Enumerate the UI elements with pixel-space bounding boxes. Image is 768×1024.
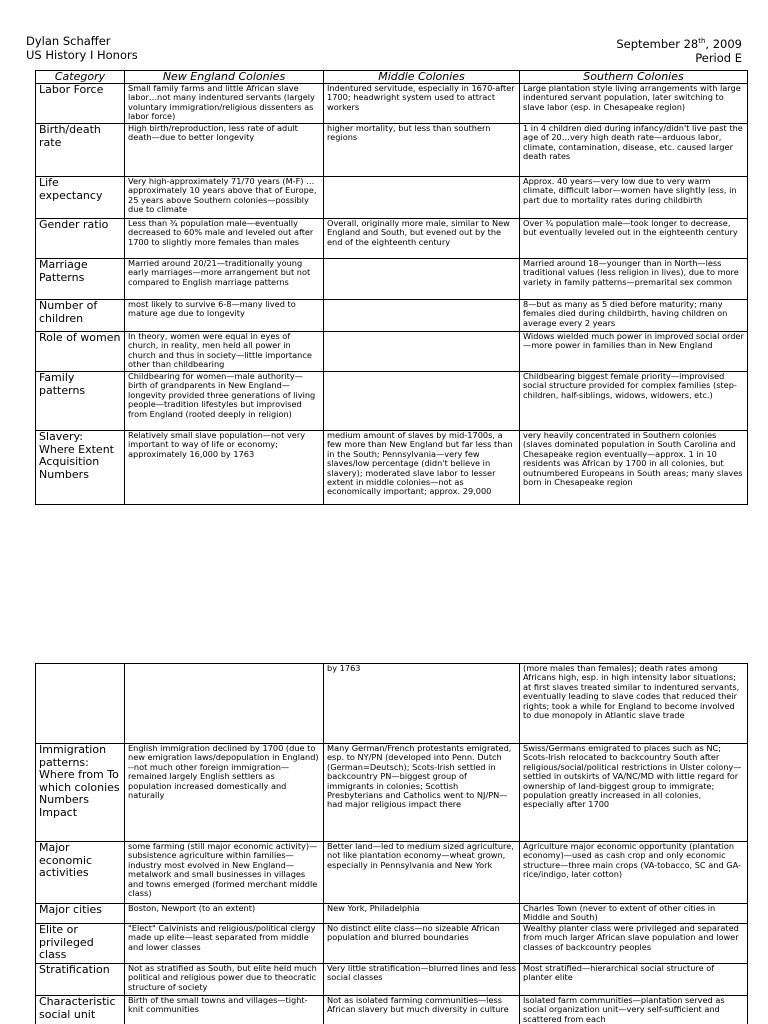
row-category: Number of children xyxy=(36,300,125,332)
table-row xyxy=(36,664,748,744)
cell-middle xyxy=(324,372,520,431)
cell-new-england: Very high-approximately 71/70 years (M-F) …approximately 10 years above that of Europe, 25 years above Southern colonies—possibly due to climate xyxy=(125,177,324,219)
cell-southern: Widows wielded much power in improved social order—more power in families than in New England xyxy=(520,332,748,372)
cell-new-england: In theory, women were equal in eyes of church, in reality, men held all power in church and thus in society—little importance other than childbearing xyxy=(125,332,324,372)
cell-new-england: High birth/reproduction, less rate of adult death—due to better longevity xyxy=(125,124,324,177)
cell-new-england: Childbearing for women—male authority—birth of grandparents in New England—longevity provided three generations of living people—tradition lifestyles but improvised from England (rooted deeply in religion) xyxy=(125,372,324,431)
cell-middle xyxy=(324,259,520,300)
cell-new-england: Small family farms and little African slave labor…not many indentured servants (largely voluntary immigration/religious dissenters as labor force) xyxy=(125,84,324,124)
cell-southern: (more males than females); death rates among Africans high, esp. in high intensity labor situations; at first slaves treated similar to indentured servants, eventually leading to slave codes that reduced their rights; took a while for England to become involved to due monopoly in Atlantic slave trade xyxy=(520,664,748,744)
date-year: , 2009 xyxy=(705,36,742,51)
header-new-england: New England Colonies xyxy=(125,71,324,84)
table-row xyxy=(36,84,748,124)
cell-southern: Approx. 40 years—very low due to very warm climate, difficult labor—women have slightly less, in part due to mortality rates during childbirth xyxy=(520,177,748,219)
cell-new-england xyxy=(125,664,324,744)
cell-southern: Over ¾ population male—took longer to decrease, but eventually leveled out in the eighteenth century xyxy=(520,219,748,259)
cell-southern: Childbearing biggest female priority—improvised social structure provided for complex families (step-children, half-siblings, widows, widowers, etc.) xyxy=(520,372,748,431)
header-southern: Southern Colonies xyxy=(520,71,748,84)
header-right xyxy=(616,34,742,65)
row-category: Birth/death rate xyxy=(36,124,125,177)
row-category: Labor Force xyxy=(36,84,125,124)
cell-middle: higher mortality, but less than southern regions xyxy=(324,124,520,177)
table-row xyxy=(36,431,748,505)
header-category: Category xyxy=(36,71,125,84)
table-row xyxy=(36,964,748,996)
cell-middle: New York, Philadelphia xyxy=(324,904,520,924)
cell-southern: Most stratified—hierarchical social structure of planter elite xyxy=(520,964,748,996)
row-category: Family patterns xyxy=(36,372,125,431)
date-prefix: September 28 xyxy=(616,36,699,51)
cell-middle xyxy=(324,177,520,219)
student-name: Dylan Schaffer xyxy=(26,34,111,48)
table-row xyxy=(36,842,748,904)
cell-new-england: Not as stratified as South, but elite held much political and religious power due to theocratic structure of society xyxy=(125,964,324,996)
cell-new-england: English immigration declined by 1700 (due to new emigration laws/depopulation in England) --not much other foreign immigration—remained largely English settlers as population increased domestically and naturally xyxy=(125,744,324,842)
table-row xyxy=(36,332,748,372)
cell-middle: Overall, originally more male, similar to New England and South, but evened out by the end of the eighteenth century xyxy=(324,219,520,259)
row-category: Major economic activities xyxy=(36,842,125,904)
cell-middle: by 1763 xyxy=(324,664,520,744)
cell-new-england: Boston, Newport (to an extent) xyxy=(125,904,324,924)
course-name: US History I Honors xyxy=(26,48,138,62)
cell-middle: No distinct elite class—no sizeable African population and blurred boundaries xyxy=(324,924,520,964)
cell-middle: Very little stratification—blurred lines and less social classes xyxy=(324,964,520,996)
cell-southern: very heavily concentrated in Southern colonies (slaves dominated population in South Carolina and Chesapeake region eventually—approx. 1 in 10 residents was African by 1700 in all colonies, but outnumbered Europeans in South areas; many slaves born in Chesapeake region xyxy=(520,431,748,505)
table-row xyxy=(36,372,748,431)
cell-new-england: Less than ¾ population male—eventually decreased to 60% male and leveled out after 1700 to slightly more females than males xyxy=(125,219,324,259)
cell-middle xyxy=(324,300,520,332)
cell-new-england: most likely to survive 6-8—many lived to mature age due to longevity xyxy=(125,300,324,332)
cell-southern: Married around 18—younger than in North—less traditional values (less religion in lives), due to more variety in family patterns—premarital sex common xyxy=(520,259,748,300)
table-row xyxy=(36,219,748,259)
cell-new-england: "Elect" Calvinists and religious/political clergy made up elite—least separated from middle and lower classes xyxy=(125,924,324,964)
cell-southern: Charles Town (never to extent of other cities in Middle and South) xyxy=(520,904,748,924)
comparison-table-page-2 xyxy=(35,663,748,1024)
table-row xyxy=(36,177,748,219)
header-left xyxy=(26,34,138,62)
cell-middle: medium amount of slaves by mid-1700s, a few more than New England but far less than in the South; Pennsylvania—very few slaves/low percentage (didn't believe in slavery); moderated slave labor to lesser extent in middle colonies—not as economically important; approx. 29,000 xyxy=(324,431,520,505)
row-category: Immigration patterns: Where from To which colonies Numbers Impact xyxy=(36,744,125,842)
row-category: Marriage Patterns xyxy=(36,259,125,300)
row-category: Life expectancy xyxy=(36,177,125,219)
table-row xyxy=(36,300,748,332)
header-middle: Middle Colonies xyxy=(324,71,520,84)
row-category: Gender ratio xyxy=(36,219,125,259)
table-row xyxy=(36,996,748,1024)
period: Period E xyxy=(695,50,742,65)
cell-middle: Indentured servitude, especially in 1670-after 1700; headwright system used to attract workers xyxy=(324,84,520,124)
cell-middle xyxy=(324,332,520,372)
date xyxy=(616,34,742,51)
cell-southern: Agriculture major economic opportunity (plantation economy)—used as cash crop and only economic structure—three main crops (VA-tobacco, SC and GA-rice/indigo, later cotton) xyxy=(520,842,748,904)
cell-southern: Large plantation style living arrangements with large indentured servant population, later switching to slave labor (esp. in Chesapeake region) xyxy=(520,84,748,124)
row-category: Major cities xyxy=(36,904,125,924)
cell-new-england: Relatively small slave population—not very important to way of life or economy; approximately 16,000 by 1763 xyxy=(125,431,324,505)
cell-middle: Not as isolated farming communities—less African slavery but much diversity in culture xyxy=(324,996,520,1024)
cell-southern: 1 in 4 children died during infancy/didn't live past the age of 20…very high death rate—arduous labor, climate, contamination, disease, etc. caused larger death rates xyxy=(520,124,748,177)
row-category xyxy=(36,664,125,744)
table-header-row xyxy=(36,71,748,84)
row-category: Elite or privileged class xyxy=(36,924,125,964)
cell-middle: Many German/French protestants emigrated, esp. to NY/PN (developed into Penn. Dutch (German=Deutsch); Scots-Irish settled in backcountry PN—biggest group of immigrants in colonies; Scottish Presbyterians and Catholics went to NJ/PN—had major religious impact there xyxy=(324,744,520,842)
cell-southern: Wealthy planter class were privileged and separated from much larger African slave population and lower classes of backcountry peoples xyxy=(520,924,748,964)
table-row xyxy=(36,744,748,842)
row-category: Role of women xyxy=(36,332,125,372)
cell-new-england: Married around 20/21—traditionally young early marriages—more arrangement but not compared to English marriage patterns xyxy=(125,259,324,300)
table-row xyxy=(36,124,748,177)
cell-southern: 8—but as many as 5 died before maturity; many females died during childbirth, having children on average every 2 years xyxy=(520,300,748,332)
cell-southern: Swiss/Germans emigrated to places such as NC; Scots-Irish relocated to backcountry South after religious/social/political restrictions in Ulster colony—settled in outskirts of VA/NC/MD with little regard for ownership of land-biggest group to immigrate; population greatly increased in all colonies, especially after 1700 xyxy=(520,744,748,842)
comparison-table-page-1 xyxy=(35,70,748,505)
cell-middle: Better land—led to medium sized agriculture, not like plantation economy—wheat grown, especially in Pennsylvania and New York xyxy=(324,842,520,904)
date-suffix-sup: th xyxy=(698,37,706,45)
row-category: Slavery: Where Extent Acquisition Numbers xyxy=(36,431,125,505)
cell-new-england: Birth of the small towns and villages—tight-knit communities xyxy=(125,996,324,1024)
cell-new-england: some farming (still major economic activity)—subsistence agriculture within families—industry most evolved in New England—metalwork and small businesses in villages and towns emerged (formed merchant middle class) xyxy=(125,842,324,904)
row-category: Stratification xyxy=(36,964,125,996)
table-row xyxy=(36,259,748,300)
table-row xyxy=(36,904,748,924)
cell-southern: Isolated farm communities—plantation served as social organization unit—very self-sufficient and scattered from each xyxy=(520,996,748,1024)
row-category: Characteristic social unit xyxy=(36,996,125,1024)
table-row xyxy=(36,924,748,964)
